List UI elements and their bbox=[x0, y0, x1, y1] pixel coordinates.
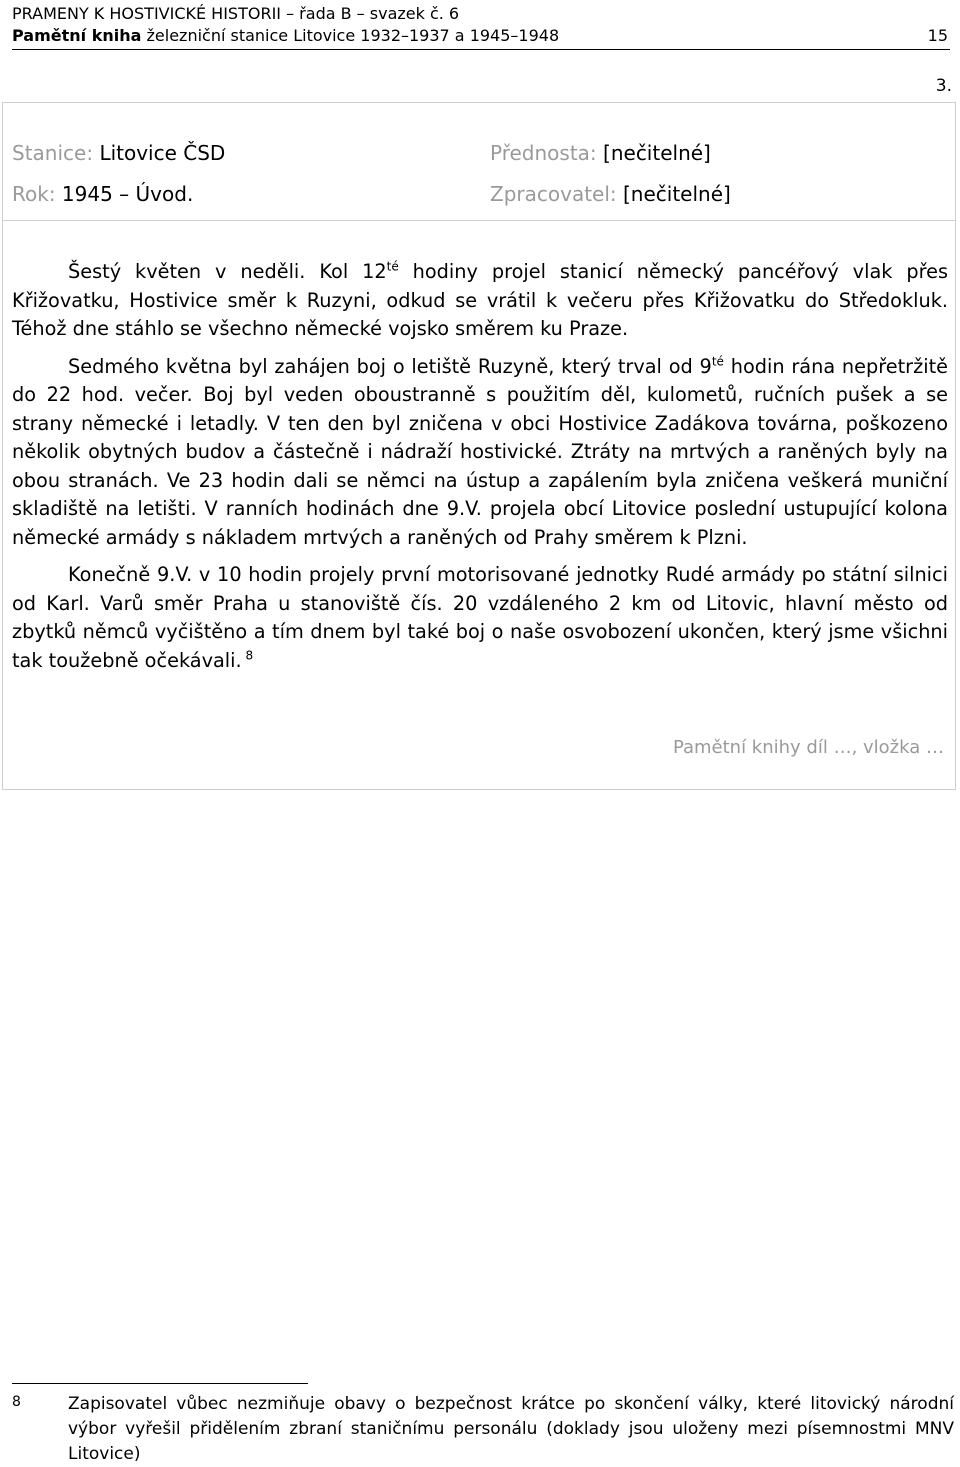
paragraph bbox=[12, 561, 948, 675]
footnote-rule bbox=[12, 1383, 308, 1384]
station-label: Stanice: bbox=[12, 141, 94, 165]
year-field bbox=[12, 181, 193, 207]
paragraph-text: hodin rána nepřetržitě do 22 hod. večer. Boj byl veden oboustranně s použitím děl, kulometů, ručních pušek a se strany německé i letadly. V ten den byl zničena v obci Hostivice Zadákova továrna, poškozeno několik obytných budov a částečně i nádraží hostivické. Ztráty na mrtvých a raněných byly na obou stranách. Ve 23 hodin dali se němci na ústup a zapálením byla zničena veškerá muniční skladiště na letišti. V ranních hodinách dne 9.V. projela obcí Litovice poslední ustupující kolona německé armády s nákladem mrtvých a raněných od Prahy směrem k Plzni. bbox=[12, 354, 949, 549]
head-label: Přednosta: bbox=[490, 141, 597, 165]
book-title-rest: železniční stanice Litovice 1932–1937 a 1945–1948 bbox=[141, 26, 560, 45]
superscript: té bbox=[386, 259, 399, 274]
head-value: [nečitelné] bbox=[603, 141, 711, 165]
book-title-bold: Pamětní kniha bbox=[12, 26, 142, 45]
header-rule bbox=[12, 49, 950, 50]
year-value: 1945 – Úvod. bbox=[61, 182, 194, 206]
paragraph-text: Šestý květen v neděli. Kol 12 bbox=[68, 260, 387, 283]
station-field bbox=[12, 140, 225, 166]
footnote-reference: 8 bbox=[241, 648, 254, 663]
station-value: Litovice ČSD bbox=[99, 141, 226, 165]
editor-value: [nečitelné] bbox=[623, 182, 731, 206]
series-title: PRAMENY K HOSTIVICKÉ HISTORII – řada B – svazek č. 6 bbox=[12, 4, 460, 23]
editor-field bbox=[490, 181, 731, 207]
paragraph bbox=[12, 258, 948, 344]
box-footer-note: Pamětní knihy díl …, vložka … bbox=[672, 737, 944, 758]
paragraph-text: hodiny projel stanicí německý pancéřový vlak přes Křižovatku, Hostivice směr k Ruzyni, odkud se vrátil k večeru přes Křižovatku do Středokluk. Téhož dne stáhlo se všechno německé vojsko směrem ku Praze. bbox=[12, 260, 948, 340]
page-label: 3. bbox=[935, 76, 952, 96]
year-label: Rok: bbox=[12, 182, 56, 206]
editor-label: Zpracovatel: bbox=[490, 182, 617, 206]
page-header bbox=[12, 4, 948, 48]
meta-divider bbox=[2, 220, 956, 221]
superscript: té bbox=[711, 354, 724, 369]
series-line bbox=[12, 4, 948, 26]
book-title-line bbox=[12, 26, 948, 48]
paragraph-text: Sedmého května byl zahájen boj o letiště Ruzyně, který trval od 9 bbox=[68, 354, 712, 378]
paragraph-text: Konečně 9.V. v 10 hodin projely první motorisované jednotky Rudé armády po státní silnici od Karl. Varů směr Praha u stanoviště čís. 20 vzdáleného 2 km od Litovic, hlavní město od zbytků němců vyčištěno a tím dnem byl také boj o naše osvobození ukončen, který jsme všichni tak toužebně očekávali. bbox=[12, 563, 948, 672]
page-number: 15 bbox=[927, 26, 948, 45]
chronicle-text bbox=[12, 258, 948, 675]
footnote-text: Zapisovatel vůbec nezmiňuje obavy o bezpečnost krátce po skončení války, které litovický národní výbor vyřešil přidělením zbraní staničnímu personálu (doklady jsou uloženy mezi písemnostmi MNV Litovice) bbox=[68, 1394, 954, 1464]
head-field bbox=[490, 140, 711, 166]
paragraph bbox=[12, 353, 948, 553]
footnote-number: 8 bbox=[12, 1394, 21, 1410]
